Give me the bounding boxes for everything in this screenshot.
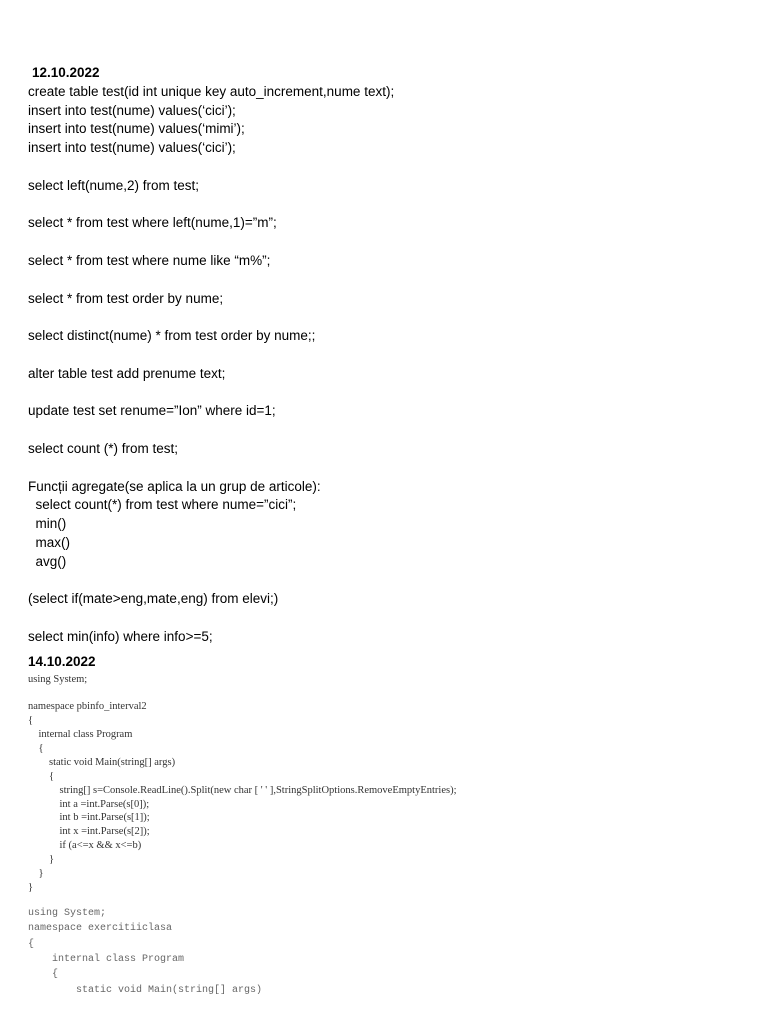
sql-line bbox=[28, 308, 748, 327]
code-line: } bbox=[28, 881, 34, 893]
sql-line: insert into test(nume) values(‘cici’); bbox=[28, 102, 236, 118]
sql-line bbox=[28, 384, 748, 403]
code-line: string[] s=Console.ReadLine().Split(new char [ ' ' ],StringSplitOptions.RemoveEmptyEntries); bbox=[28, 784, 457, 796]
csharp-code-block-2 bbox=[28, 906, 748, 998]
code-line: internal class Program bbox=[28, 729, 133, 741]
code-line: using System; bbox=[28, 907, 107, 919]
sql-line: select count(*) from test where nume=”cici”; bbox=[28, 497, 297, 513]
code-line: internal class Program bbox=[28, 953, 185, 965]
sql-line bbox=[28, 346, 748, 365]
sql-line: create table test(id int unique key auto_increment,nume text); bbox=[28, 83, 395, 99]
sql-line bbox=[28, 158, 748, 177]
code-line: { bbox=[28, 715, 34, 727]
code-line: { bbox=[28, 938, 35, 950]
sql-line: select * from test where left(nume,1)=”m”; bbox=[28, 215, 277, 231]
sql-line: max() bbox=[28, 534, 70, 550]
sql-line bbox=[28, 572, 748, 591]
code-line: } bbox=[28, 854, 55, 866]
date-heading-1: 12.10.2022 bbox=[32, 65, 100, 80]
sql-line bbox=[28, 459, 748, 478]
sql-line: avg() bbox=[28, 553, 67, 569]
sql-line: select min(info) where info>=5; bbox=[28, 628, 213, 644]
code-line: int x =int.Parse(s[2]); bbox=[28, 826, 150, 838]
code-line: { bbox=[28, 969, 59, 981]
sql-line bbox=[28, 609, 748, 628]
sql-line: select count (*) from test; bbox=[28, 440, 179, 456]
code-line: using System; bbox=[28, 673, 88, 685]
sql-line bbox=[28, 271, 748, 290]
sql-line bbox=[28, 421, 748, 440]
code-line: int a =int.Parse(s[0]); bbox=[28, 798, 150, 810]
date-heading-2: 14.10.2022 bbox=[28, 653, 96, 669]
sql-line: select distinct(nume) * from test order by nume;; bbox=[28, 328, 316, 344]
sql-line: select * from test order by nume; bbox=[28, 290, 224, 306]
sql-line bbox=[28, 233, 748, 252]
sql-line: insert into test(nume) values(‘mimi’); bbox=[28, 121, 245, 137]
sql-line: insert into test(nume) values(‘cici’); bbox=[28, 140, 236, 156]
code-line: static void Main(string[] args) bbox=[28, 984, 263, 996]
sql-line bbox=[28, 196, 748, 215]
sql-line: update test set renume=”Ion” where id=1; bbox=[28, 403, 276, 419]
code-line bbox=[28, 686, 748, 700]
code-line: namespace pbinfo_interval2 bbox=[28, 701, 147, 713]
csharp-code-block-1 bbox=[28, 673, 748, 895]
sql-line: (select if(mate>eng,mate,eng) from elevi;) bbox=[28, 591, 279, 607]
code-line: if (a<=x && x<=b) bbox=[28, 840, 142, 852]
sql-notes bbox=[28, 83, 748, 647]
sql-line: min() bbox=[28, 516, 67, 532]
code-line: static void Main(string[] args) bbox=[28, 756, 176, 768]
code-line: } bbox=[28, 867, 44, 879]
code-line: namespace exercitiiclasa bbox=[28, 923, 173, 935]
document-body bbox=[28, 64, 748, 998]
sql-line: select * from test where nume like “m%”; bbox=[28, 252, 271, 268]
sql-line: alter table test add prenume text; bbox=[28, 365, 226, 381]
sql-line: select left(nume,2) from test; bbox=[28, 177, 200, 193]
code-line: int b =int.Parse(s[1]); bbox=[28, 812, 150, 824]
code-line: { bbox=[28, 770, 55, 782]
sql-line: Funcții agregate(se aplica la un grup de articole): bbox=[28, 478, 321, 494]
code-line: { bbox=[28, 742, 44, 754]
